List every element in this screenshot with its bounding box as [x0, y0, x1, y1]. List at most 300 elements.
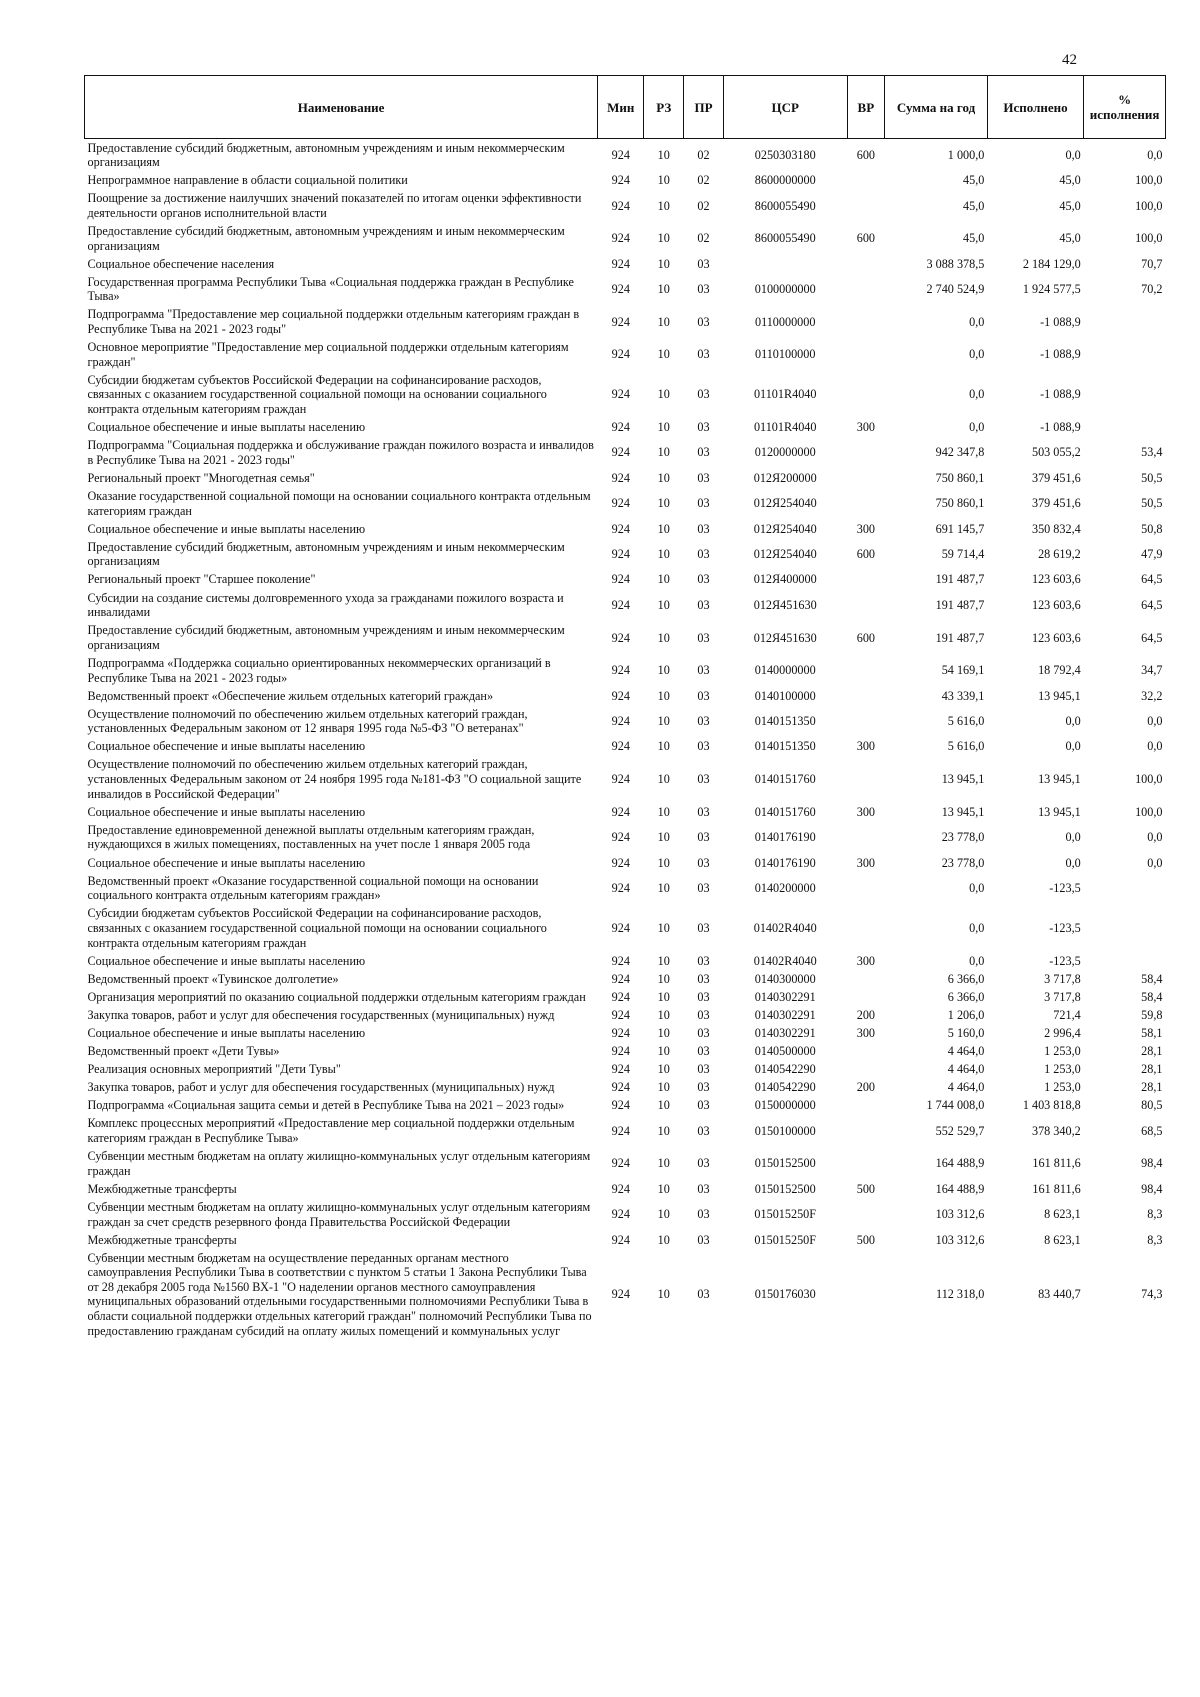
cell-sum: 750 860,1 — [935, 496, 985, 511]
cell-sum: 0,0 — [969, 880, 985, 895]
cell-vr: 600 — [856, 147, 875, 162]
cell-rz: 10 — [657, 688, 670, 703]
cell-name: Межбюджетные трансферты — [87, 1232, 237, 1247]
cell-name: Региональный проект "Многодетная семья" — [87, 470, 315, 485]
cell-name: Непрограммное направление в области социальной политики — [87, 173, 408, 188]
cell-sum: 43 339,1 — [941, 688, 985, 703]
cell-done: 0,0 — [1065, 147, 1081, 162]
cell-min: 924 — [611, 1007, 630, 1022]
cell-done: 123 603,6 — [1031, 572, 1081, 587]
cell-vr — [847, 1097, 885, 1115]
header-done: Исполнено — [987, 76, 1083, 139]
cell-pct — [1084, 952, 1166, 970]
cell-sum: 5 616,0 — [947, 713, 985, 728]
cell-pr: 03 — [697, 1007, 710, 1022]
cell-sum: 0,0 — [969, 953, 985, 968]
cell-rz: 10 — [657, 630, 670, 645]
cell-name: Предоставление субсидий бюджетным, автономным учреждениям и иным некоммерческим организациям — [87, 223, 565, 253]
table-row — [85, 1024, 1166, 1042]
cell-csr: 012Я400000 — [753, 572, 817, 587]
cell-done: 161 811,6 — [1032, 1181, 1081, 1196]
cell-csr: 0110000000 — [754, 314, 816, 329]
cell-rz: 10 — [657, 597, 670, 612]
cell-name: Ведомственный проект «Оказание государственной социальной помощи на основании социального контракта отдельным категориям граждан» — [87, 873, 539, 903]
cell-name: Реализация основных мероприятий "Дети Тувы" — [87, 1062, 341, 1077]
cell-sum: 4 464,0 — [947, 1044, 985, 1059]
cell-min: 924 — [611, 198, 630, 213]
cell-min: 924 — [611, 420, 630, 435]
cell-name: Социальное обеспечение и иные выплаты населению — [87, 1025, 366, 1040]
cell-vr: 300 — [856, 420, 875, 435]
cell-rz: 10 — [657, 470, 670, 485]
cell-pr: 03 — [697, 1044, 710, 1059]
cell-csr: 015015250F — [754, 1232, 817, 1247]
cell-done: 503 055,2 — [1031, 445, 1081, 460]
cell-vr — [847, 437, 885, 470]
cell-csr: 0140302291 — [754, 989, 816, 1004]
cell-rz: 10 — [657, 387, 670, 402]
table-row — [85, 687, 1166, 705]
cell-pr: 03 — [697, 597, 710, 612]
cell-sum: 4 464,0 — [947, 1062, 985, 1077]
cell-sum: 45,0 — [963, 173, 985, 188]
cell-name: Социальное обеспечение и иные выплаты населению — [87, 521, 366, 536]
cell-done: 13 945,1 — [1038, 772, 1081, 787]
cell-rz: 10 — [657, 1044, 670, 1059]
cell-pr: 03 — [697, 1232, 710, 1247]
cell-sum: 1 000,0 — [947, 147, 985, 162]
cell-sum: 942 347,8 — [935, 445, 985, 460]
table-row — [85, 803, 1166, 821]
cell-pct: 28,1 — [1141, 1044, 1163, 1059]
cell-done: -123,5 — [1049, 880, 1081, 895]
cell-pr: 03 — [697, 1181, 710, 1196]
cell-pr: 03 — [697, 496, 710, 511]
table-row — [85, 1249, 1166, 1340]
cell-pct: 64,5 — [1141, 630, 1163, 645]
table-row — [85, 419, 1166, 437]
cell-pct — [1084, 905, 1166, 952]
cell-rz: 10 — [657, 953, 670, 968]
cell-min: 924 — [611, 1287, 630, 1302]
cell-name: Ведомственный проект «Тувинское долголетие» — [87, 971, 339, 986]
table-body — [85, 139, 1166, 1341]
cell-vr — [847, 872, 885, 905]
cell-csr: 0110100000 — [754, 347, 816, 362]
cell-pr: 03 — [697, 1207, 710, 1222]
cell-rz: 10 — [657, 920, 670, 935]
cell-pct: 80,5 — [1141, 1098, 1163, 1113]
table-row — [85, 1231, 1166, 1249]
cell-vr: 300 — [856, 953, 875, 968]
cell-name: Субсидии бюджетам субъектов Российской Федерации на софинансирование расходов, связанных с оказанием государственной социальной помощи на основании социального контракта отдельным категориям граждан — [87, 906, 547, 950]
cell-done: -1 088,9 — [1040, 387, 1081, 402]
cell-min: 924 — [611, 989, 630, 1004]
table-row — [85, 520, 1166, 538]
cell-done: 83 440,7 — [1038, 1287, 1081, 1302]
cell-pct: 8,3 — [1147, 1207, 1163, 1222]
cell-pr: 03 — [697, 1156, 710, 1171]
cell-pr: 03 — [697, 1025, 710, 1040]
cell-vr — [847, 705, 885, 738]
cell-name: Предоставление единовременной денежной выплаты отдельным категориям граждан, нуждающихся в жилых помещениях, поставленных на учет после 1 января 2005 года — [87, 822, 535, 852]
cell-name: Субсидии на создание системы долговременного ухода за гражданами пожилого возраста и инвалидами — [87, 590, 564, 620]
cell-done: 8 623,1 — [1044, 1232, 1081, 1247]
cell-vr — [847, 487, 885, 520]
cell-min: 924 — [611, 971, 630, 986]
cell-vr: 600 — [856, 630, 875, 645]
table-row — [85, 469, 1166, 487]
cell-name: Закупка товаров, работ и услуг для обеспечения государственных (муниципальных) нужд — [87, 1007, 555, 1022]
cell-min: 924 — [611, 387, 630, 402]
cell-pr: 03 — [697, 688, 710, 703]
cell-vr — [847, 1249, 885, 1340]
cell-csr — [723, 255, 847, 273]
cell-rz: 10 — [657, 1098, 670, 1113]
cell-csr: 0140151350 — [754, 739, 816, 754]
cell-sum: 45,0 — [963, 198, 985, 213]
cell-csr: 012Я451630 — [753, 630, 817, 645]
cell-name: Подпрограмма "Предоставление мер социальной поддержки отдельным категориям граждан в Республике Тыва на 2021 - 2023 годы" — [87, 307, 580, 337]
cell-pct: 50,5 — [1141, 470, 1163, 485]
cell-pr: 03 — [697, 630, 710, 645]
cell-sum: 13 945,1 — [941, 804, 985, 819]
cell-csr: 0150100000 — [754, 1123, 816, 1138]
cell-pct — [1084, 339, 1166, 372]
cell-vr — [847, 273, 885, 306]
header-sum: Сумма на год — [885, 76, 988, 139]
cell-sum: 45,0 — [963, 231, 985, 246]
cell-done: 1 403 818,8 — [1022, 1098, 1081, 1113]
table-row — [85, 854, 1166, 872]
cell-min: 924 — [611, 1156, 630, 1171]
cell-pct: 8,3 — [1147, 1232, 1163, 1247]
table-row — [85, 437, 1166, 470]
cell-done: 45,0 — [1059, 173, 1081, 188]
cell-pct: 64,5 — [1141, 572, 1163, 587]
cell-sum: 191 487,7 — [935, 630, 985, 645]
cell-csr: 0150152500 — [754, 1156, 816, 1171]
cell-rz: 10 — [657, 713, 670, 728]
cell-vr — [847, 988, 885, 1006]
cell-pr: 03 — [697, 1123, 710, 1138]
cell-rz: 10 — [657, 1123, 670, 1138]
cell-csr: 8600055490 — [754, 231, 816, 246]
cell-rz: 10 — [657, 1287, 670, 1302]
cell-pr: 03 — [697, 953, 710, 968]
cell-pr: 03 — [697, 387, 710, 402]
cell-vr — [847, 1043, 885, 1061]
cell-rz: 10 — [657, 772, 670, 787]
cell-done: 8 623,1 — [1044, 1207, 1081, 1222]
cell-pct: 50,5 — [1141, 496, 1163, 511]
cell-vr — [847, 172, 885, 190]
cell-csr: 012Я254040 — [753, 547, 817, 562]
cell-csr: 0150176030 — [754, 1287, 816, 1302]
cell-name: Предоставление субсидий бюджетным, автономным учреждениям и иным некоммерческим организациям — [87, 539, 565, 569]
cell-pr: 03 — [697, 713, 710, 728]
cell-vr: 300 — [856, 855, 875, 870]
cell-csr: 8600055490 — [754, 198, 816, 213]
cell-csr: 0140542290 — [754, 1062, 816, 1077]
table-row — [85, 756, 1166, 803]
cell-min: 924 — [611, 1025, 630, 1040]
cell-pr: 03 — [697, 256, 710, 271]
cell-done: 18 792,4 — [1038, 663, 1081, 678]
cell-sum: 5 160,0 — [947, 1025, 985, 1040]
cell-csr: 0140542290 — [754, 1080, 816, 1095]
cell-pr: 02 — [697, 231, 710, 246]
cell-rz: 10 — [657, 521, 670, 536]
cell-sum: 54 169,1 — [941, 663, 985, 678]
cell-pr: 03 — [697, 739, 710, 754]
cell-csr: 0140151350 — [754, 713, 816, 728]
cell-csr: 0140176190 — [754, 855, 816, 870]
cell-pr: 03 — [697, 314, 710, 329]
cell-vr — [847, 821, 885, 854]
cell-pct: 32,2 — [1141, 688, 1163, 703]
cell-done: 2 184 129,0 — [1022, 256, 1081, 271]
cell-done: 379 451,6 — [1031, 470, 1081, 485]
table-row — [85, 222, 1166, 255]
cell-rz: 10 — [657, 1207, 670, 1222]
cell-vr — [847, 970, 885, 988]
table-row — [85, 1079, 1166, 1097]
cell-pct: 58,1 — [1141, 1025, 1163, 1040]
table-row — [85, 172, 1166, 190]
table-row — [85, 1061, 1166, 1079]
cell-rz: 10 — [657, 1007, 670, 1022]
cell-pct: 100,0 — [1135, 772, 1163, 787]
table-row — [85, 273, 1166, 306]
cell-done: 13 945,1 — [1038, 688, 1081, 703]
cell-csr: 0140000000 — [754, 663, 816, 678]
cell-pct: 100,0 — [1135, 173, 1163, 188]
cell-pr: 03 — [697, 521, 710, 536]
cell-done: -1 088,9 — [1040, 314, 1081, 329]
cell-pct: 68,5 — [1141, 1123, 1163, 1138]
cell-csr: 01402R4040 — [753, 920, 817, 935]
cell-min: 924 — [611, 880, 630, 895]
cell-min: 924 — [611, 173, 630, 188]
table-row — [85, 371, 1166, 418]
cell-min: 924 — [611, 688, 630, 703]
cell-done: 45,0 — [1059, 198, 1081, 213]
cell-vr — [847, 589, 885, 622]
cell-min: 924 — [611, 572, 630, 587]
cell-done: 0,0 — [1065, 855, 1081, 870]
cell-min: 924 — [611, 920, 630, 935]
cell-vr — [847, 339, 885, 372]
table-row — [85, 705, 1166, 738]
cell-min: 924 — [611, 830, 630, 845]
cell-pct — [1084, 306, 1166, 339]
cell-sum: 191 487,7 — [935, 572, 985, 587]
table-row — [85, 538, 1166, 571]
cell-done: 0,0 — [1065, 830, 1081, 845]
cell-rz: 10 — [657, 830, 670, 845]
cell-sum: 164 488,9 — [935, 1156, 985, 1171]
cell-pr: 03 — [697, 470, 710, 485]
cell-pct: 0,0 — [1147, 739, 1163, 754]
cell-name: Закупка товаров, работ и услуг для обеспечения государственных (муниципальных) нужд — [87, 1080, 555, 1095]
table-row — [85, 255, 1166, 273]
cell-rz: 10 — [657, 855, 670, 870]
cell-name: Субвенции местным бюджетам на осуществление переданных органам местного самоуправления Республики Тыва в соответствии с пунктом 5 статьи 1 Закона Республики Тыва от 28 декабря 2005 года №1560 ВХ-1 "О наделении органов местного самоуправления муниципальных образований отдельными государственными полномочиями Республики Тыва в области социальной поддержки отдельных категорий граждан" полномочий Республики Тыва по предоставлению гражданам субсидий на оплату жилых помещений и коммунальных услуг — [87, 1250, 592, 1338]
cell-name: Основное мероприятие "Предоставление мер социальной поддержки отдельным категориям граждан" — [87, 340, 569, 369]
cell-name: Предоставление субсидий бюджетным, автономным учреждениям и иным некоммерческим организациям — [87, 140, 565, 170]
cell-pct: 98,4 — [1141, 1181, 1163, 1196]
cell-csr: 0150152500 — [754, 1181, 816, 1196]
cell-pr: 03 — [697, 1098, 710, 1113]
cell-name: Субвенции местным бюджетам на оплату жилищно-коммунальных услуг отдельным категориям граждан — [87, 1149, 591, 1178]
cell-rz: 10 — [657, 663, 670, 678]
cell-vr — [847, 371, 885, 418]
cell-min: 924 — [611, 256, 630, 271]
cell-csr: 012Я254040 — [753, 521, 817, 536]
cell-min: 924 — [611, 855, 630, 870]
cell-pr: 03 — [697, 971, 710, 986]
cell-rz: 10 — [657, 1080, 670, 1095]
cell-sum: 23 778,0 — [941, 855, 985, 870]
cell-done: -123,5 — [1049, 920, 1081, 935]
cell-vr — [847, 1148, 885, 1181]
cell-min: 924 — [611, 1044, 630, 1059]
cell-sum: 0,0 — [969, 347, 985, 362]
cell-name: Субсидии бюджетам субъектов Российской Федерации на софинансирование расходов, связанных с оказанием государственной социальной помощи на основании социального контракта отдельным категориям граждан — [87, 372, 547, 416]
cell-sum: 1 744 008,0 — [926, 1098, 985, 1113]
header-name: Наименование — [85, 76, 598, 139]
cell-pr: 02 — [697, 173, 710, 188]
cell-done: 2 996,4 — [1044, 1025, 1081, 1040]
table-row — [85, 654, 1166, 687]
cell-sum: 103 312,6 — [935, 1207, 985, 1222]
cell-min: 924 — [611, 1098, 630, 1113]
cell-rz: 10 — [657, 198, 670, 213]
cell-csr: 0140176190 — [754, 830, 816, 845]
cell-pct: 28,1 — [1141, 1062, 1163, 1077]
cell-pct: 100,0 — [1135, 198, 1163, 213]
cell-min: 924 — [611, 1232, 630, 1247]
cell-min: 924 — [611, 347, 630, 362]
cell-vr — [847, 1198, 885, 1231]
cell-pct — [1084, 371, 1166, 418]
cell-rz: 10 — [657, 420, 670, 435]
header-csr: ЦСР — [723, 76, 847, 139]
cell-vr — [847, 905, 885, 952]
cell-min: 924 — [611, 804, 630, 819]
table-row — [85, 970, 1166, 988]
table-row — [85, 622, 1166, 655]
cell-min: 924 — [611, 496, 630, 511]
header-pr: ПР — [684, 76, 724, 139]
cell-vr — [847, 756, 885, 803]
cell-vr — [847, 687, 885, 705]
cell-rz: 10 — [657, 347, 670, 362]
cell-vr: 200 — [856, 1007, 875, 1022]
cell-pct: 0,0 — [1147, 147, 1163, 162]
header-min: Мин — [598, 76, 644, 139]
cell-name: Государственная программа Республики Тыва «Социальная поддержка граждан в Республике Тыва» — [87, 274, 574, 304]
cell-csr: 01402R4040 — [753, 953, 817, 968]
cell-csr: 015015250F — [754, 1207, 817, 1222]
cell-sum: 5 616,0 — [947, 739, 985, 754]
cell-sum: 3 088 378,5 — [926, 256, 985, 271]
cell-csr: 0140300000 — [754, 971, 816, 986]
cell-min: 924 — [611, 713, 630, 728]
cell-min: 924 — [611, 445, 630, 460]
cell-vr: 200 — [856, 1080, 875, 1095]
cell-done: 0,0 — [1065, 739, 1081, 754]
cell-min: 924 — [611, 547, 630, 562]
cell-rz: 10 — [657, 231, 670, 246]
cell-vr — [847, 255, 885, 273]
cell-done: 721,4 — [1053, 1007, 1081, 1022]
table-header-row — [85, 76, 1166, 139]
cell-min: 924 — [611, 1181, 630, 1196]
cell-rz: 10 — [657, 880, 670, 895]
cell-pr: 02 — [697, 198, 710, 213]
cell-sum: 0,0 — [969, 387, 985, 402]
cell-pr: 03 — [697, 547, 710, 562]
cell-name: Подпрограмма «Поддержка социально ориентированных некоммерческих организаций в Республике Тыва на 2021 - 2023 годы» — [87, 655, 551, 685]
cell-vr: 300 — [856, 1025, 875, 1040]
table-row — [85, 952, 1166, 970]
cell-done: 28 619,2 — [1038, 547, 1081, 562]
cell-vr: 500 — [856, 1232, 875, 1247]
cell-name: Социальное обеспечение и иные выплаты населению — [87, 804, 366, 819]
cell-pct: 47,9 — [1141, 547, 1163, 562]
cell-name: Осуществление полномочий по обеспечению жильем отдельных категорий граждан, установленных Федеральным законом от 12 января 1995 года №5-ФЗ "О ветеранах" — [87, 706, 528, 736]
cell-pr: 03 — [697, 1287, 710, 1302]
cell-sum: 6 366,0 — [947, 989, 985, 1004]
header-pct: % исполнения — [1084, 76, 1166, 139]
cell-vr: 300 — [856, 521, 875, 536]
cell-sum: 23 778,0 — [941, 830, 985, 845]
cell-pr: 03 — [697, 989, 710, 1004]
cell-min: 924 — [611, 521, 630, 536]
cell-done: 161 811,6 — [1032, 1156, 1081, 1171]
cell-name: Организация мероприятий по оказанию социальной поддержки отдельным категориям граждан — [87, 989, 586, 1004]
table-row — [85, 1043, 1166, 1061]
cell-rz: 10 — [657, 547, 670, 562]
cell-min: 924 — [611, 314, 630, 329]
cell-pr: 03 — [697, 1080, 710, 1095]
cell-sum: 0,0 — [969, 420, 985, 435]
cell-pct: 100,0 — [1135, 804, 1163, 819]
cell-rz: 10 — [657, 282, 670, 297]
cell-done: 1 924 577,5 — [1022, 282, 1081, 297]
cell-pct — [1084, 872, 1166, 905]
cell-pr: 03 — [697, 855, 710, 870]
cell-rz: 10 — [657, 1181, 670, 1196]
cell-vr — [847, 1061, 885, 1079]
table-row — [85, 1148, 1166, 1181]
cell-pct: 34,7 — [1141, 663, 1163, 678]
cell-csr: 012Я254040 — [753, 496, 817, 511]
cell-pr: 03 — [697, 420, 710, 435]
table-row — [85, 1006, 1166, 1024]
header-rz: РЗ — [644, 76, 684, 139]
cell-done: 123 603,6 — [1031, 597, 1081, 612]
cell-pr: 03 — [697, 880, 710, 895]
cell-pr: 03 — [697, 920, 710, 935]
cell-name: Социальное обеспечение и иные выплаты населению — [87, 855, 366, 870]
cell-sum: 112 318,0 — [936, 1287, 985, 1302]
cell-pr: 03 — [697, 663, 710, 678]
cell-sum: 750 860,1 — [935, 470, 985, 485]
cell-name: Подпрограмма «Социальная защита семьи и детей в Республике Тыва на 2021 – 2023 годы» — [87, 1098, 565, 1113]
